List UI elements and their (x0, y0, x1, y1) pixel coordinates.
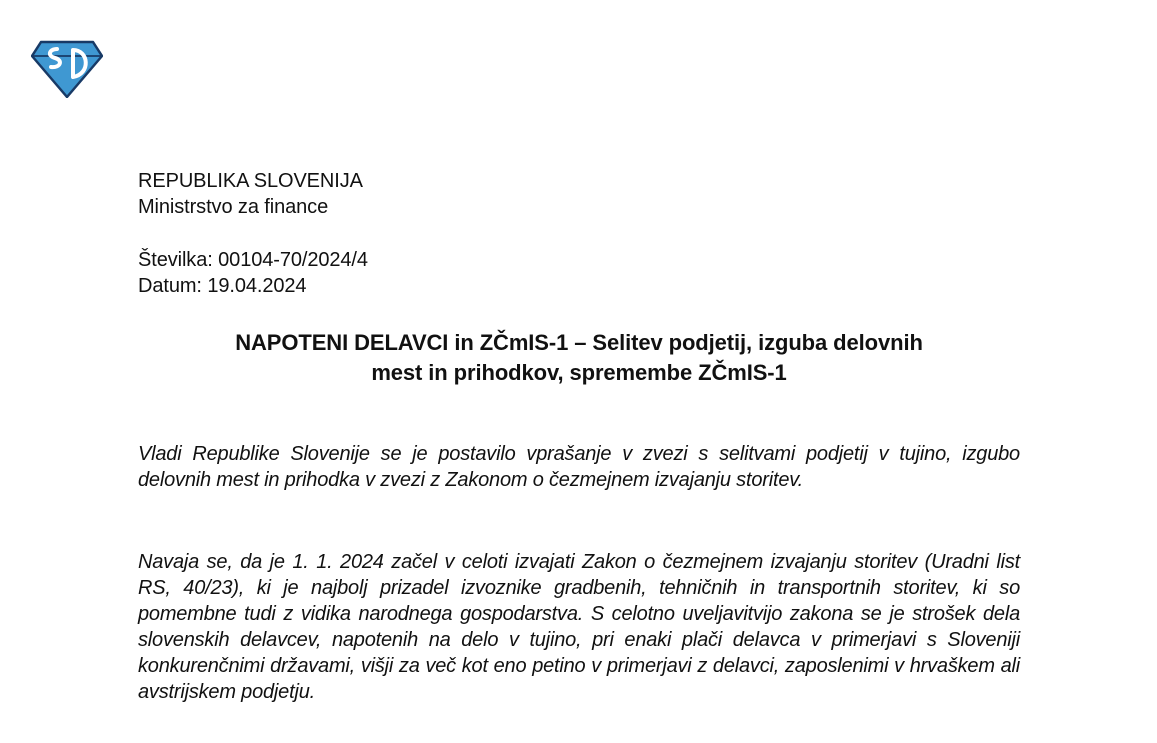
paragraph-text: Navaja se, da je 1. 1. 2024 začel v celoti izvajati Zakon o čezmejnem izvajanju storitev (Uradni list RS, 40/23), ki je najbolj prizadel izvoznike gradbenih, tehničnih in transportnih storitev, ki so pomembne tudi z vidika narodnega gospodarstva. S celotno uveljavitvijo zakona se je strošek dela slovenskih delavcev, napotenih na delo v tujino, pri enaki plači delavca v primerjavi s Sloveniji konkurenčnimi državami, višji za več kot eno petino v primerjavi z delavci, zaposlenimi v hrvaškem ali avstrijskem podjetju. (138, 551, 1020, 703)
ministry-name: Ministrstvo za finance (138, 196, 329, 218)
paragraph-text: Vladi Republike Slovenije se je postavilo vprašanje v zvezi s selitvami podjetij v tujino, izgubo delovnih mest in prihodka v zvezi z Zakonom o čezmejnem izvajanju storitev. (138, 443, 1020, 491)
body-paragraph-1 (138, 441, 1020, 493)
title-line-1: NAPOTENI DELAVCI in ZČmIS-1 – Selitev podjetij, izguba delovnih (235, 330, 923, 355)
issuer-header (138, 168, 363, 220)
document-date: Datum: 19.04.2024 (138, 275, 307, 297)
republic-name: REPUBLIKA SLOVENIJA (138, 170, 363, 192)
document-number: Številka: 00104-70/2024/4 (138, 249, 368, 271)
document-title (130, 328, 1028, 388)
document-meta (138, 247, 368, 299)
body-paragraph-2 (138, 549, 1020, 705)
title-line-2: mest in prihodkov, spremembe ZČmIS-1 (371, 360, 787, 385)
diamond-shield-logo-icon (31, 40, 103, 98)
